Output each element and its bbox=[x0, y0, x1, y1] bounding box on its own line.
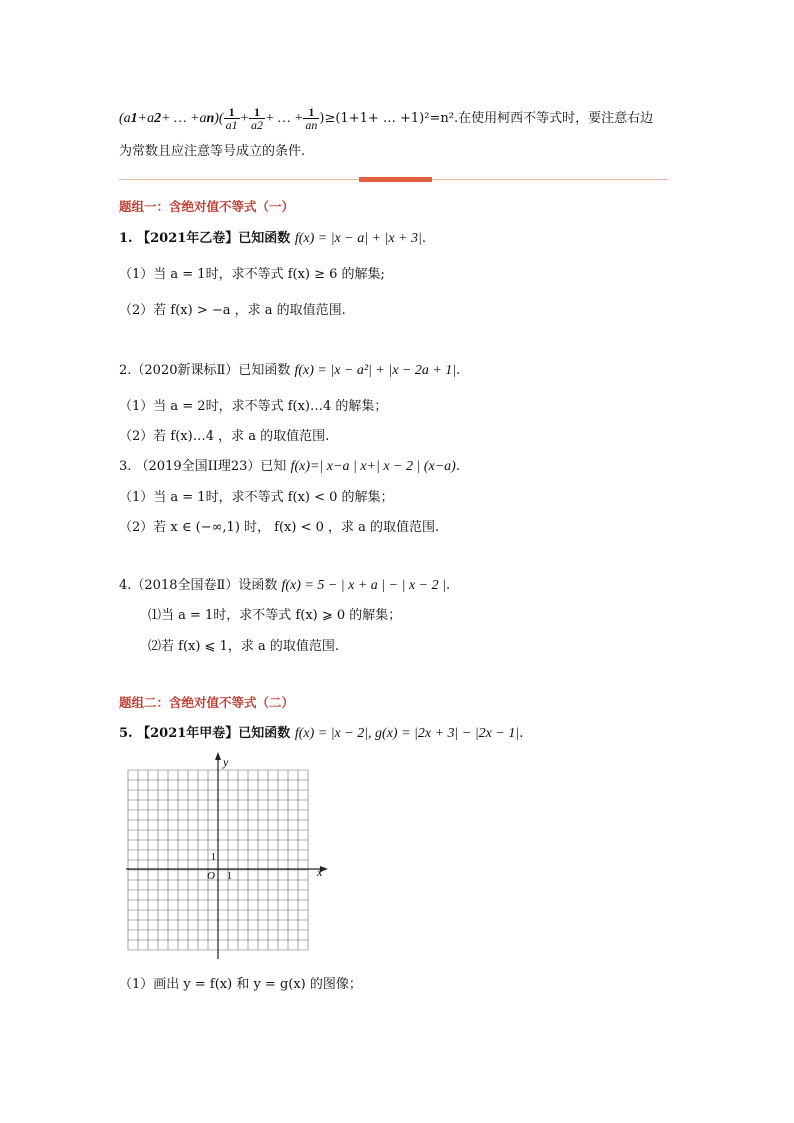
p5-function: f(x) = |x − 2|, g(x) = |2x + 3| − |2x − 1| bbox=[294, 726, 520, 741]
problem-2-q2: （2）若 f(x)…4 ，求 a 的取值范围. bbox=[119, 429, 330, 444]
problem-5-q1: （1）画出 y = f(x) 和 y = g(x) 的图像； bbox=[119, 977, 362, 992]
p5-end: . bbox=[519, 726, 524, 741]
frac1-den: a1 bbox=[225, 118, 238, 132]
divider-accent bbox=[359, 177, 432, 182]
origin-label: O bbox=[207, 870, 215, 882]
problem-1-q1: （1）当 a = 1时，求不等式 f(x) ≥ 6 的解集; bbox=[119, 267, 385, 282]
frac3-num: 1 bbox=[303, 106, 319, 119]
intro-index-2: 2 bbox=[154, 111, 162, 126]
intro-plus-a: +a bbox=[137, 111, 155, 126]
p2-function: f(x) = |x − a²| + |x − 2a + 1| bbox=[294, 363, 457, 378]
problem-1-stem bbox=[119, 230, 426, 248]
problem-4-q1: ⑴当 a = 1时，求不等式 f(x) ⩾ 0 的解集； bbox=[148, 608, 402, 623]
p1-function: f(x) = |x − a| + |x + 3| bbox=[294, 231, 422, 246]
p1-head: 1. 【2021年乙卷】已知函数 bbox=[119, 231, 295, 246]
problem-3-stem bbox=[119, 458, 460, 476]
fraction-3 bbox=[303, 106, 319, 131]
p2-head: 2.（2020新课标Ⅱ）已知函数 bbox=[119, 363, 295, 378]
p3-end: . bbox=[455, 459, 460, 474]
fraction-2 bbox=[249, 106, 265, 131]
intro-plus-dots: + … + bbox=[265, 111, 304, 126]
p3-function: f(x)=| x−a | x+| x − 2 | (x−a) bbox=[290, 459, 456, 474]
coordinate-grid bbox=[120, 752, 332, 962]
intro-sum-left: (a bbox=[119, 111, 131, 126]
problem-5-stem bbox=[119, 725, 523, 743]
y-axis-label: y bbox=[223, 755, 229, 769]
intro-index-1: 1 bbox=[130, 111, 138, 126]
p3-head: 3. （2019全国II理23）已知 bbox=[119, 459, 291, 474]
intro-index-n: n bbox=[206, 111, 215, 126]
p2-end: . bbox=[456, 363, 461, 378]
problem-2-q1: （1）当 a = 2时，求不等式 f(x)…4 的解集； bbox=[119, 399, 388, 414]
p4-function: f(x) = 5 − | x + a | − | x − 2 | bbox=[281, 578, 446, 593]
intro-line-1 bbox=[119, 106, 653, 131]
x-unit-label: 1 bbox=[227, 871, 232, 882]
intro-dots: + … +a bbox=[161, 111, 207, 126]
intro-line-2: 为常数且应注意等号成立的条件. bbox=[119, 144, 306, 159]
intro-tail: )≥(1+1+ … +1)²=n².在使用柯西不等式时，要注意右边 bbox=[319, 111, 654, 126]
fraction-1 bbox=[224, 106, 240, 131]
p4-head: 4.（2018全国卷Ⅱ）设函数 bbox=[119, 578, 282, 593]
p4-end: . bbox=[445, 578, 451, 593]
frac1-num: 1 bbox=[224, 106, 240, 119]
frac2-num: 1 bbox=[249, 106, 265, 119]
problem-4-stem bbox=[119, 577, 450, 595]
frac2-den: a2 bbox=[251, 118, 264, 132]
group1-title: 题组一：含绝对值不等式（一） bbox=[119, 199, 295, 214]
y-axis-arrow-icon bbox=[215, 752, 221, 760]
problem-3-q2: （2）若 x ∈ (−∞,1) 时， f(x) < 0 ，求 a 的取值范围. bbox=[119, 520, 440, 535]
group2-title: 题组二：含绝对值不等式（二） bbox=[119, 695, 295, 710]
frac3-den: an bbox=[305, 118, 318, 132]
x-axis-label: x bbox=[317, 865, 323, 879]
p1-end: . bbox=[421, 231, 426, 246]
p5-head: 5. 【2021年甲卷】已知函数 bbox=[119, 726, 295, 741]
problem-4-q2: ⑵若 f(x) ⩽ 1，求 a 的取值范围. bbox=[148, 639, 339, 654]
problem-2-stem bbox=[119, 362, 460, 380]
problem-3-q1: （1）当 a = 1时，求不等式 f(x) < 0 的解集； bbox=[119, 490, 394, 505]
problem-1-q2: （2）若 f(x) > −a ，求 a 的取值范围. bbox=[119, 303, 346, 318]
y-unit-label: 1 bbox=[211, 852, 216, 863]
intro-plus: + bbox=[239, 111, 250, 126]
intro-paren: )( bbox=[214, 111, 224, 126]
